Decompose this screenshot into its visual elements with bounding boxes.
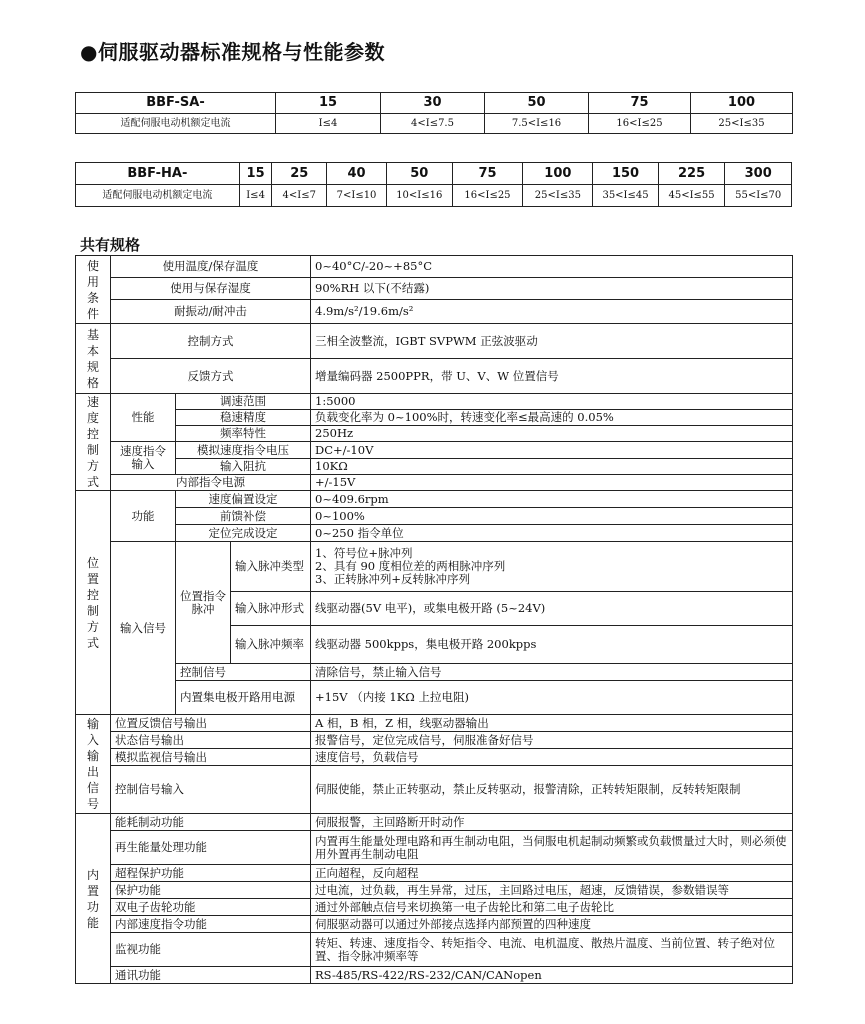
ha-model: 300 <box>725 163 792 185</box>
spec-value: 4.9m/s²/19.6m/s² <box>311 300 793 324</box>
spec-label: 保护功能 <box>111 882 311 899</box>
sa-model: 50 <box>485 93 589 114</box>
spec-label: 耐振动/耐冲击 <box>111 300 311 324</box>
pulse-type-3: 3、正转脉冲列+反转脉冲序列 <box>315 572 470 586</box>
cat-label: 输 入 输 出 信 号 <box>86 717 99 811</box>
spec-label: 通讯功能 <box>111 967 311 984</box>
spec-label: 输入阻抗 <box>176 459 311 475</box>
sa-current: 7.5<I≤16 <box>485 114 589 134</box>
spec-value: 90%RH 以下(不结露) <box>311 278 793 300</box>
speed-perf: 性能 <box>111 394 176 442</box>
spec-value: 线驱动器 500kpps，集电极开路 200kpps <box>311 626 793 664</box>
cat-label: 基 本 规 格 <box>86 327 99 390</box>
spec-value: 报警信号，定位完成信号，伺服准备好信号 <box>311 732 793 749</box>
spec-value: 伺服使能，禁止正转驱动，禁止反转驱动，报警清除，正转转矩限制，反转转矩限制 <box>311 766 793 814</box>
page-title: ●伺服驱动器标准规格与性能参数 <box>80 40 385 64</box>
ha-current: I≤4 <box>239 185 272 207</box>
spec-value: 伺服驱动器可以通过外部接点选择内部预置的四种速度 <box>311 916 793 933</box>
ha-model: 100 <box>523 163 593 185</box>
spec-label: 前馈补偿 <box>176 508 311 525</box>
cat-basic <box>76 324 111 394</box>
spec-value: 增量编码器 2500PPR，带 U、V、W 位置信号 <box>311 359 793 394</box>
common-spec-table <box>75 255 793 984</box>
spec-label: 超程保护功能 <box>111 865 311 882</box>
ha-current: 55<I≤70 <box>725 185 792 207</box>
cat-use-conditions <box>76 256 111 324</box>
spec-value: 通过外部触点信号来切换第一电子齿轮比和第二电子齿轮比 <box>311 899 793 916</box>
spec-label: 内部速度指令功能 <box>111 916 311 933</box>
spec-value: 负载变化率为 0~100%时，转速变化率≤最高速的 0.05% <box>311 410 793 426</box>
spec-value: RS-485/RS-422/RS-232/CAN/CANopen <box>311 967 793 984</box>
spec-value: DC+/-10V <box>311 442 793 459</box>
spec-value: 正向超程，反向超程 <box>311 865 793 882</box>
ha-current: 45<I≤55 <box>658 185 725 207</box>
cat-label: 位 置 控 制 方 式 <box>86 555 99 650</box>
ha-model: 25 <box>272 163 327 185</box>
sa-current: 25<I≤35 <box>691 114 793 134</box>
spec-value: 0~100% <box>311 508 793 525</box>
spec-label: 调速范围 <box>176 394 311 410</box>
spec-label: 模拟速度指令电压 <box>176 442 311 459</box>
ha-model: 225 <box>658 163 725 185</box>
sa-model: 30 <box>381 93 485 114</box>
spec-value: 过电流，过负载，再生异常，过压，主回路过电压，超速，反馈错误，参数错误等 <box>311 882 793 899</box>
sa-model: 75 <box>589 93 691 114</box>
spec-label: 定位完成设定 <box>176 525 311 542</box>
spec-value: +15V （内接 1KΩ 上拉电阻) <box>311 681 793 715</box>
spec-label: 双电子齿轮功能 <box>111 899 311 916</box>
spec-value: 线驱动器(5V 电平)，或集电极开路 (5~24V) <box>311 592 793 626</box>
ha-model: 40 <box>327 163 387 185</box>
spec-label: 频率特性 <box>176 426 311 442</box>
spec-label: 位置反馈信号输出 <box>111 715 311 732</box>
ha-row-label: 适配伺服电动机额定电流 <box>76 185 240 207</box>
ha-label: BBF-HA- <box>76 163 240 185</box>
common-spec-title: 共有规格 <box>80 236 141 254</box>
spec-label: 输入脉冲形式 <box>231 592 311 626</box>
spec-value: 清除信号，禁止输入信号 <box>311 664 793 681</box>
sa-current: 4<I≤7.5 <box>381 114 485 134</box>
spec-label: 使用与保存湿度 <box>111 278 311 300</box>
spec-label: 内部指令电源 <box>111 475 311 491</box>
pulse-type-2: 2、具有 90 度相位差的两相脉冲序列 <box>315 559 506 573</box>
spec-label: 控制信号输入 <box>111 766 311 814</box>
ha-model-table <box>75 162 792 207</box>
cat-position-control <box>76 491 111 715</box>
spec-value: 转矩、转速、速度指令、转矩指令、电流、电机温度、散热片温度、当前位置、转子绝对位置、指令脉冲频率等 <box>311 933 793 967</box>
spec-value: +/-15V <box>311 475 793 491</box>
sa-model-table <box>75 92 793 134</box>
ha-current: 7<I≤10 <box>327 185 387 207</box>
position-func: 功能 <box>111 491 176 542</box>
spec-value: 250Hz <box>311 426 793 442</box>
speed-input: 速度指令输入 <box>111 442 176 475</box>
spec-label: 状态信号输出 <box>111 732 311 749</box>
ha-current: 16<I≤25 <box>452 185 523 207</box>
spec-label: 输入脉冲类型 <box>231 542 311 592</box>
ha-model: 15 <box>239 163 272 185</box>
cat-io-signals <box>76 715 111 814</box>
spec-value: 0~409.6rpm <box>311 491 793 508</box>
spec-label: 反馈方式 <box>111 359 311 394</box>
cat-label: 内 置 功 能 <box>86 867 99 930</box>
sa-label: BBF-SA- <box>76 93 276 114</box>
sa-current: I≤4 <box>276 114 381 134</box>
position-input: 输入信号 <box>111 542 176 715</box>
spec-value: 0~250 指令单位 <box>311 525 793 542</box>
position-pulse: 位置指令脉冲 <box>176 542 231 664</box>
spec-value: 速度信号，负载信号 <box>311 749 793 766</box>
spec-value: A 相，B 相，Z 相，线驱动器输出 <box>311 715 793 732</box>
spec-label: 速度偏置设定 <box>176 491 311 508</box>
spec-value: 三相全波整流，IGBT SVPWM 正弦波驱动 <box>311 324 793 359</box>
pulse-type-1: 1、符号位+脉冲列 <box>315 546 413 560</box>
ha-current: 10<I≤16 <box>387 185 452 207</box>
spec-value <box>311 542 793 592</box>
spec-label: 控制方式 <box>111 324 311 359</box>
spec-label: 模拟监视信号输出 <box>111 749 311 766</box>
ha-model: 75 <box>452 163 523 185</box>
spec-label: 监视功能 <box>111 933 311 967</box>
spec-label: 使用温度/保存温度 <box>111 256 311 278</box>
spec-value: 10KΩ <box>311 459 793 475</box>
spec-label: 再生能量处理功能 <box>111 831 311 865</box>
spec-value: 0~40°C/-20~+85°C <box>311 256 793 278</box>
ha-model: 150 <box>593 163 658 185</box>
sa-row-label: 适配伺服电动机额定电流 <box>76 114 276 134</box>
spec-label: 内置集电极开路用电源 <box>176 681 311 715</box>
cat-builtin-functions <box>76 814 111 984</box>
sa-current: 16<I≤25 <box>589 114 691 134</box>
sa-model: 100 <box>691 93 793 114</box>
cat-label: 速 度 控 制 方 式 <box>86 395 99 489</box>
spec-label: 稳速精度 <box>176 410 311 426</box>
spec-value: 伺服报警，主回路断开时动作 <box>311 814 793 831</box>
spec-label: 输入脉冲频率 <box>231 626 311 664</box>
ha-model: 50 <box>387 163 452 185</box>
spec-label: 控制信号 <box>176 664 311 681</box>
spec-label: 能耗制动功能 <box>111 814 311 831</box>
spec-value: 内置再生能量处理电路和再生制动电阻，当伺服电机起制动频繁或负载惯量过大时，则必须使用外置再生制动电阻 <box>311 831 793 865</box>
cat-label: 使 用 条 件 <box>86 258 99 321</box>
spec-value: 1:5000 <box>311 394 793 410</box>
ha-current: 25<I≤35 <box>523 185 593 207</box>
cat-speed-control <box>76 394 111 491</box>
ha-current: 4<I≤7 <box>272 185 327 207</box>
sa-model: 15 <box>276 93 381 114</box>
ha-current: 35<I≤45 <box>593 185 658 207</box>
